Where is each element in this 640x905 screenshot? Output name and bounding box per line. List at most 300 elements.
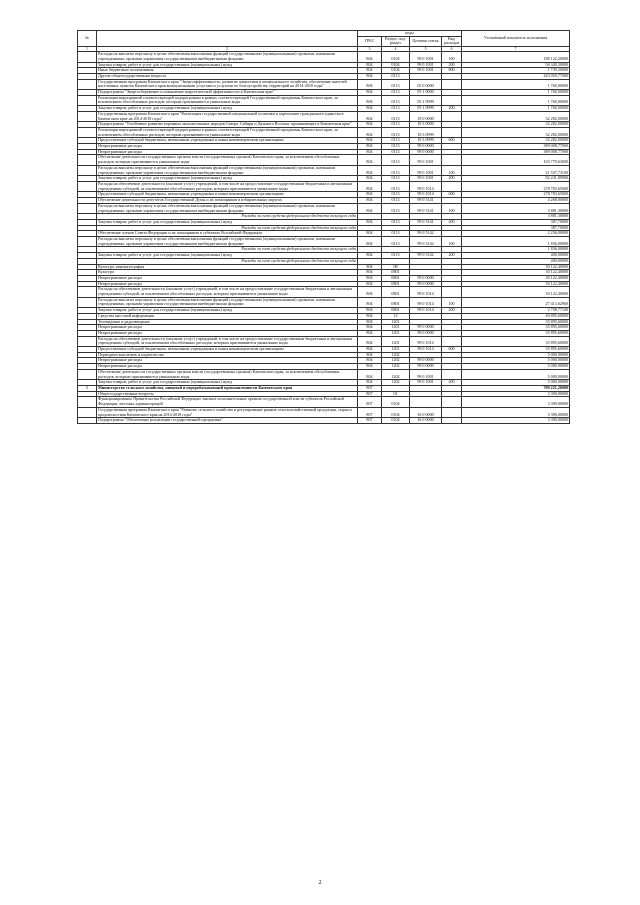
row-name-cell: Обеспечение деятельности депутатов Государственной Думы и их помощников в избирательных округах bbox=[97, 198, 358, 204]
row-razdel-cell: 0113 bbox=[382, 149, 410, 155]
row-sum-cell: 3 881,30000 bbox=[462, 214, 570, 220]
table-row bbox=[78, 95, 570, 105]
row-sum-cell: 3 390,00000 bbox=[462, 418, 570, 424]
row-sum-cell: 32 282,00000 bbox=[462, 138, 570, 144]
row-grbs-cell: 804 bbox=[358, 264, 382, 270]
row-vid-cell: 200 bbox=[442, 176, 462, 182]
row-name-cell: Подпрограмма "Устойчивое развитие коренных малочисленных народов Севера, Сибири и Дальнего Востока, проживающих в Камчатском крае" bbox=[97, 122, 358, 128]
row-grbs-cell: 804 bbox=[358, 62, 382, 68]
row-sum-cell: 1 836,00000 bbox=[462, 237, 570, 247]
table-row bbox=[78, 407, 570, 417]
table-row bbox=[78, 287, 570, 297]
row-grbs-cell: 804 bbox=[358, 253, 382, 259]
row-sum-cell: 30 122,40000 bbox=[462, 275, 570, 281]
row-sum-cell: 32 282,00000 bbox=[462, 111, 570, 121]
budget-table-body bbox=[78, 52, 570, 424]
table-row bbox=[78, 127, 570, 137]
row-grbs-cell: 804 bbox=[358, 127, 382, 137]
row-razdel-cell: 0104 bbox=[382, 62, 410, 68]
row-name-cell: Периодическая печать и издательства bbox=[97, 352, 358, 358]
row-razdel-cell: 0113 bbox=[382, 165, 410, 175]
row-number-cell bbox=[78, 287, 97, 297]
row-celevaya-cell: 99 0 0000 bbox=[410, 281, 442, 287]
row-number-cell bbox=[78, 155, 97, 165]
row-sum-cell: 3 390,00000 bbox=[462, 407, 570, 417]
row-sum-cell: 5 000,00000 bbox=[462, 364, 570, 370]
row-sum-cell: 278 783,65000 bbox=[462, 181, 570, 191]
row-grbs-cell: 804 bbox=[358, 52, 382, 62]
row-grbs-cell: 804 bbox=[358, 347, 382, 353]
row-vid-cell: 100 bbox=[442, 297, 462, 307]
row-name-cell: Реализация мероприятий соответствующей подпрограммы в рамках соответствующей Государственной программы Камчатского края, за исключением обособленных расходов, которым присваиваются уникальные коды bbox=[97, 127, 358, 137]
table-row bbox=[78, 336, 570, 346]
row-grbs-cell: 807 bbox=[358, 397, 382, 407]
row-sum-cell: 35 895,60000 bbox=[462, 319, 570, 325]
row-sum-cell: 387,70000 bbox=[462, 225, 570, 231]
row-name-cell: Расходы на обеспечение деятельности (оказание услуг) учреждений, в том числе на предоставление государственным бюджетным и автономным учреждениям субсидий, за исключением обособленных расходов, которым присваиваются уникальные коды bbox=[97, 336, 358, 346]
row-grbs-cell: 804 bbox=[358, 79, 382, 89]
row-sum-cell: 32 282,00000 bbox=[462, 127, 570, 137]
row-sum-cell: 30 122,40000 bbox=[462, 281, 570, 287]
row-celevaya-cell: 99 0 1001 bbox=[410, 369, 442, 379]
row-grbs-cell: 804 bbox=[358, 138, 382, 144]
row-name-cell: Министерство сельского хозяйства, пищевой и перерабатывающей промышленности Камчатского края bbox=[97, 386, 358, 392]
row-name-cell: Подпрограмма "Энергосбережение и повышение энергетической эффективности в Камчатском крае" bbox=[97, 90, 358, 96]
row-vid-cell: 600 bbox=[442, 138, 462, 144]
row-name-cell: Телевидение и радиовещание bbox=[97, 319, 358, 325]
row-name-cell: Функционирование Правительства Российской Федерации, высших исполнительных органов государственной власти субъектов Российской Федерации, местных администраций bbox=[97, 397, 358, 407]
row-razdel-cell: 0113 bbox=[382, 192, 410, 198]
row-grbs-cell: 804 bbox=[358, 287, 382, 297]
row-number-cell bbox=[78, 203, 97, 213]
row-razdel-cell: 0113 bbox=[382, 127, 410, 137]
row-vid-cell: 200 bbox=[442, 253, 462, 259]
row-celevaya-cell: 99 0 5141 bbox=[410, 219, 442, 225]
row-name-cell: Государственная программа Камчатского края "Развитие сельского хозяйства и регулирование рынков сельскохозяйственной продукции, сырья и продовольствия Камчатского края на 2014-2018 годы" bbox=[97, 407, 358, 417]
header-razdel: Раздел, под-раздел bbox=[382, 36, 410, 46]
row-celevaya-cell: 99 0 1014 bbox=[410, 308, 442, 314]
row-razdel-cell: 1202 bbox=[382, 352, 410, 358]
row-celevaya-cell: 99 0 1001 bbox=[410, 68, 442, 74]
row-number-cell bbox=[78, 181, 97, 191]
row-sum-cell: 400,00000 bbox=[462, 258, 570, 264]
row-sum-cell: 82 241,89900 bbox=[462, 176, 570, 182]
row-number-cell bbox=[78, 165, 97, 175]
row-grbs-cell: 804 bbox=[358, 313, 382, 319]
row-celevaya-cell: 05 1 0999 bbox=[410, 106, 442, 112]
row-sum-cell: 5 000,00000 bbox=[462, 352, 570, 358]
table-row bbox=[78, 52, 570, 62]
budget-table-sheet bbox=[77, 30, 569, 424]
row-name-cell: Культура bbox=[97, 270, 358, 276]
row-razdel-cell: 0113 bbox=[382, 73, 410, 79]
row-number-cell bbox=[78, 111, 97, 121]
row-vid-cell: 600 bbox=[442, 192, 462, 198]
row-sum-cell: 3 390,00000 bbox=[462, 397, 570, 407]
col-number: 4 bbox=[382, 47, 410, 52]
row-grbs-cell: 804 bbox=[358, 330, 382, 336]
row-vid-cell: 200 bbox=[442, 62, 462, 68]
row-sum-cell: 5 000,00000 bbox=[462, 369, 570, 379]
table-row bbox=[78, 237, 570, 247]
row-razdel-cell: 0801 bbox=[382, 275, 410, 281]
row-name-cell: Средства массовой информации bbox=[97, 313, 358, 319]
row-celevaya-cell: 05 0 0000 bbox=[410, 79, 442, 89]
col-number: 2 bbox=[97, 47, 358, 52]
row-name-cell: Обеспечение деятельности государственных органов власти (государственных органов) Камчатского края, за исключением обособленных расходов, которым присваиваются уникальные коды bbox=[97, 155, 358, 165]
row-sum-cell: 709 221,26000 bbox=[462, 386, 570, 392]
row-razdel-cell: 0113 bbox=[382, 106, 410, 112]
row-number-cell bbox=[78, 52, 97, 62]
row-sum-cell: 389 008,77000 bbox=[462, 144, 570, 150]
row-celevaya-cell: 99 0 0000 bbox=[410, 275, 442, 281]
header-grbs: ГРБС bbox=[358, 36, 382, 46]
row-name-cell: Непрограммные расходы bbox=[97, 149, 358, 155]
row-sum-cell: 2 708,77100 bbox=[462, 308, 570, 314]
row-name-cell: Непрограммные расходы bbox=[97, 281, 358, 287]
row-name-cell: Расходы на выплаты персоналу в целях обеспечения выполнения функций государственными (муниципальными) органами, казенными учреждениями, органами управления государственными внебюджетными фондами bbox=[97, 237, 358, 247]
row-vid-cell: 200 bbox=[442, 106, 462, 112]
row-sum-cell: 3 390,00000 bbox=[462, 391, 570, 397]
row-grbs-cell: 804 bbox=[358, 325, 382, 331]
row-name-cell: Непрограммные расходы bbox=[97, 358, 358, 364]
row-vid-cell bbox=[442, 181, 462, 191]
row-celevaya-cell: 99 0 1014 bbox=[410, 287, 442, 297]
row-sum-cell: 278 783,65000 bbox=[462, 192, 570, 198]
row-sum-cell: 3 881,30000 bbox=[462, 203, 570, 213]
row-name-cell: Закупка товаров, работ и услуг для государственных (муниципальных) нужд bbox=[97, 308, 358, 314]
row-vid-cell bbox=[442, 369, 462, 379]
col-number: 1 bbox=[78, 47, 97, 52]
row-sum-cell: 1 836,00000 bbox=[462, 247, 570, 253]
col-number: 7 bbox=[462, 47, 570, 52]
row-grbs-cell: 804 bbox=[358, 369, 382, 379]
row-sum-cell: 1 760,00000 bbox=[462, 79, 570, 89]
row-grbs-cell: 804 bbox=[358, 165, 382, 175]
table-row bbox=[78, 397, 570, 407]
row-grbs-cell: 804 bbox=[358, 237, 382, 247]
row-grbs-cell: 804 bbox=[358, 95, 382, 105]
row-razdel-cell: 0113 bbox=[382, 144, 410, 150]
col-number: 5 bbox=[410, 47, 442, 52]
row-grbs-cell: 804 bbox=[358, 192, 382, 198]
row-sum-cell: 30 122,40000 bbox=[462, 287, 570, 297]
header-vid: Вид расходов bbox=[442, 36, 462, 46]
row-name-cell: Закупка товаров, работ и услуг для государственных (муниципальных) нужд bbox=[97, 253, 358, 259]
table-row bbox=[78, 111, 570, 121]
row-name-cell: Иные бюджетные ассигнования bbox=[97, 68, 358, 74]
row-razdel-cell: 0801 bbox=[382, 297, 410, 307]
row-vid-cell bbox=[442, 111, 462, 121]
row-name-cell: Реализация мероприятий соответствующей подпрограммы в рамках соответствующей Государственной программы Камчатского края, за исключением обособленных расходов, которым присваиваются уникальные коды bbox=[97, 95, 358, 105]
row-grbs-cell: 804 bbox=[358, 308, 382, 314]
header-row-top bbox=[78, 31, 570, 37]
row-name-cell: Непрограммные расходы bbox=[97, 325, 358, 331]
row-grbs-cell: 804 bbox=[358, 122, 382, 128]
row-grbs-cell: 804 bbox=[358, 149, 382, 155]
row-grbs-cell: 804 bbox=[358, 281, 382, 287]
row-celevaya-cell: 99 0 1001 bbox=[410, 155, 442, 165]
row-number-cell bbox=[78, 79, 97, 89]
row-razdel-cell: 0113 bbox=[382, 111, 410, 121]
row-vid-cell bbox=[442, 287, 462, 297]
row-grbs-cell: 804 bbox=[358, 270, 382, 276]
page-number: 2 bbox=[318, 880, 322, 886]
row-name-cell: Государственная программа Камчатского края "Энергоэффективность, развитие энергетики и коммунального хозяйства, обеспечение жителей населенных пунктов Камчатского края коммунальными услугами и услугами по благоустройству территорий на 2014-2018 годы" bbox=[97, 79, 358, 89]
row-sum-cell: 4 268,00000 bbox=[462, 198, 570, 204]
row-name-cell: Расходы на выплаты персоналу в целях обеспечения выполнения функций государственными (муниципальными) органами, казенными учреждениями, органами управления государственными внебюджетными фондами bbox=[97, 52, 358, 62]
row-number-cell bbox=[78, 336, 97, 346]
row-razdel-cell: 0801 bbox=[382, 270, 410, 276]
row-sum-cell: 21 537,73100 bbox=[462, 165, 570, 175]
row-razdel-cell: 0104 bbox=[382, 52, 410, 62]
row-celevaya-cell: 99 0 1014 bbox=[410, 347, 442, 353]
row-celevaya-cell: 99 0 5141 bbox=[410, 198, 442, 204]
row-sum-cell: 35 895,60000 bbox=[462, 347, 570, 353]
row-grbs-cell: 804 bbox=[358, 144, 382, 150]
row-number-cell bbox=[78, 127, 97, 137]
row-celevaya-cell: 99 0 1014 bbox=[410, 297, 442, 307]
table-row bbox=[78, 369, 570, 379]
row-razdel-cell: 0104 bbox=[382, 397, 410, 407]
row-grbs-cell: 804 bbox=[358, 176, 382, 182]
row-celevaya-cell: 99 0 1014 bbox=[410, 181, 442, 191]
row-grbs-cell: 804 bbox=[358, 219, 382, 225]
row-razdel-cell: 01 bbox=[382, 391, 410, 397]
row-name-cell: Обеспечение деятельности государственных органов власти (государственных органов) Камчатского края, за исключением обособленных расходов, которым присваиваются уникальные коды bbox=[97, 369, 358, 379]
row-name-cell: Закупка товаров, работ и услуг для государственных (муниципальных) нужд bbox=[97, 62, 358, 68]
row-razdel-cell: 0113 bbox=[382, 203, 410, 213]
row-name-cell: Закупка товаров, работ и услуг для государственных (муниципальных) нужд bbox=[97, 106, 358, 112]
row-celevaya-cell: 99 0 0000 bbox=[410, 149, 442, 155]
row-grbs-cell: 807 bbox=[358, 418, 382, 424]
row-vid-cell bbox=[442, 407, 462, 417]
row-grbs-cell: 804 bbox=[358, 106, 382, 112]
row-name-cell: Расходы за счет средств федерального бюджета текущего года bbox=[97, 247, 358, 253]
row-sum-cell: 389 008,77000 bbox=[462, 149, 570, 155]
row-grbs-cell: 804 bbox=[358, 380, 382, 386]
row-number-cell bbox=[78, 237, 97, 247]
row-name-cell: Расходы на выплаты персоналу в целях обеспечения выполнения функций государственными (муниципальными) органами, казенными учреждениями, органами управления государственными внебюджетными фондами bbox=[97, 297, 358, 307]
row-vid-cell bbox=[442, 418, 462, 424]
row-celevaya-cell: 99 0 1001 bbox=[410, 176, 442, 182]
row-number-cell: 5 bbox=[78, 386, 97, 392]
row-number-cell bbox=[78, 418, 97, 424]
row-grbs-cell: 804 bbox=[358, 364, 382, 370]
header-codes: коды bbox=[358, 31, 462, 37]
row-razdel-cell: 0113 bbox=[382, 90, 410, 96]
row-name-cell: Другие общегосударственные вопросы bbox=[97, 73, 358, 79]
row-sum-cell: 423 050,77000 bbox=[462, 73, 570, 79]
row-vid-cell: 200 bbox=[442, 219, 462, 225]
row-sum-cell: 1 760,00000 bbox=[462, 95, 570, 105]
row-name-cell: Расходы на выплаты персоналу в целях обеспечения выполнения функций государственными (муниципальными) органами, казенными учреждениями, органами управления государственными внебюджетными фондами bbox=[97, 203, 358, 213]
row-celevaya-cell: 18 3 0999 bbox=[410, 138, 442, 144]
row-razdel-cell: 0104 bbox=[382, 407, 410, 417]
row-number-cell bbox=[78, 95, 97, 105]
row-grbs-cell: 804 bbox=[358, 203, 382, 213]
row-razdel-cell: 0113 bbox=[382, 95, 410, 105]
row-grbs-cell: 807 bbox=[358, 391, 382, 397]
row-name-cell: Общегосударственные вопросы bbox=[97, 391, 358, 397]
table-row bbox=[78, 165, 570, 175]
row-name-cell: Обеспечение членов Совета Федерации и их помощников в субъектах Российской Федерации bbox=[97, 231, 358, 237]
row-celevaya-cell: 99 0 1014 bbox=[410, 336, 442, 346]
row-celevaya-cell: 99 0 0000 bbox=[410, 330, 442, 336]
row-vid-cell: 100 bbox=[442, 52, 462, 62]
row-vid-cell: 200 bbox=[442, 308, 462, 314]
row-razdel-cell: 1201 bbox=[382, 347, 410, 353]
row-grbs-cell: 804 bbox=[358, 198, 382, 204]
row-vid-cell bbox=[442, 79, 462, 89]
row-razdel-cell: 0113 bbox=[382, 253, 410, 259]
row-sum-cell: 94 349,30000 bbox=[462, 62, 570, 68]
row-razdel-cell: 0113 bbox=[382, 176, 410, 182]
col-number: 6 bbox=[442, 47, 462, 52]
header-num: № bbox=[78, 31, 97, 47]
row-sum-cell: 103 779,63000 bbox=[462, 155, 570, 165]
row-name-cell: Расходы на обеспечение деятельности (оказание услуг) учреждений, в том числе на предоставление государственным бюджетным и автономным учреждениям субсидий, за исключением обособленных расходов, которым присваиваются уникальные коды bbox=[97, 181, 358, 191]
row-sum-cell: 35 895,60000 bbox=[462, 336, 570, 346]
row-name-cell: Культура, кинематография bbox=[97, 264, 358, 270]
row-name-cell: Расходы на обеспечение деятельности (оказание услуг) учреждений, в том числе на предоставление государственным бюджетным и автономным учреждениям субсидий, за исключением обособленных расходов, которым присваиваются уникальные коды bbox=[97, 287, 358, 297]
table-row bbox=[78, 181, 570, 191]
table-row bbox=[78, 155, 570, 165]
row-name-cell: Расходы на выплаты персоналу в целях обеспечения выполнения функций государственными (муниципальными) органами, казенными учреждениями, органами управления государственными внебюджетными фондами bbox=[97, 165, 358, 175]
row-sum-cell: 400,00000 bbox=[462, 253, 570, 259]
row-celevaya-cell: 99 0 5142 bbox=[410, 231, 442, 237]
table-row bbox=[78, 203, 570, 213]
row-razdel-cell: 0104 bbox=[382, 68, 410, 74]
row-sum-cell: 27 413,62960 bbox=[462, 297, 570, 307]
row-vid-cell: 800 bbox=[442, 68, 462, 74]
row-sum-cell: 30 122,40000 bbox=[462, 270, 570, 276]
row-razdel-cell: 0113 bbox=[382, 219, 410, 225]
row-name-cell: Предоставление субсидий бюджетным, автономным учреждениям и иным некоммерческим организациям bbox=[97, 192, 358, 198]
row-sum-cell: 1 760,00000 bbox=[462, 90, 570, 96]
row-razdel-cell: 0104 bbox=[382, 418, 410, 424]
row-celevaya-cell: 99 0 5141 bbox=[410, 203, 442, 213]
row-sum-cell: 30 122,40000 bbox=[462, 264, 570, 270]
col-number: 3 bbox=[358, 47, 382, 52]
row-celevaya-cell: 18 3 0999 bbox=[410, 127, 442, 137]
row-celevaya-cell: 99 0 0000 bbox=[410, 144, 442, 150]
row-vid-cell: 100 bbox=[442, 165, 462, 175]
row-razdel-cell: 1202 bbox=[382, 364, 410, 370]
header-name bbox=[97, 31, 358, 47]
row-razdel-cell: 0801 bbox=[382, 308, 410, 314]
row-name-cell: Расходы за счет средств федерального бюджета текущего года bbox=[97, 225, 358, 231]
row-sum-cell: 35 895,60000 bbox=[462, 325, 570, 331]
row-celevaya-cell: 99 0 5142 bbox=[410, 253, 442, 259]
row-grbs-cell: 804 bbox=[358, 155, 382, 165]
row-razdel-cell: 1201 bbox=[382, 330, 410, 336]
row-vid-cell: 100 bbox=[442, 237, 462, 247]
row-sum-cell: 35 895,60000 bbox=[462, 330, 570, 336]
row-razdel-cell: 0113 bbox=[382, 198, 410, 204]
row-razdel-cell: 1202 bbox=[382, 369, 410, 379]
row-celevaya-cell: 99 0 5142 bbox=[410, 237, 442, 247]
row-name-cell: Непрограммные расходы bbox=[97, 144, 358, 150]
row-vid-cell: 100 bbox=[442, 203, 462, 213]
row-celevaya-cell: 99 0 1001 bbox=[410, 62, 442, 68]
row-grbs-cell: 804 bbox=[358, 358, 382, 364]
row-razdel-cell: 0113 bbox=[382, 138, 410, 144]
row-celevaya-cell: 18 3 0000 bbox=[410, 122, 442, 128]
table-row bbox=[78, 418, 570, 424]
row-name-cell: Закупка товаров, работ и услуг для государственных (муниципальных) нужд bbox=[97, 176, 358, 182]
row-number-cell bbox=[78, 397, 97, 407]
row-name-cell: Непрограммные расходы bbox=[97, 275, 358, 281]
row-vid-cell bbox=[442, 95, 462, 105]
row-razdel-cell: 0801 bbox=[382, 287, 410, 297]
row-vid-cell bbox=[442, 127, 462, 137]
row-name-cell: Непрограммные расходы bbox=[97, 330, 358, 336]
row-celevaya-cell: 16 0 0000 bbox=[410, 407, 442, 417]
row-grbs-cell: 804 bbox=[358, 319, 382, 325]
row-sum-cell: 387,70000 bbox=[462, 219, 570, 225]
row-number-cell bbox=[78, 407, 97, 417]
row-grbs-cell: 804 bbox=[358, 73, 382, 79]
row-name-cell: Расходы за счет средств федерального бюджета текущего года bbox=[97, 214, 358, 220]
row-sum-cell: 1 739,50000 bbox=[462, 68, 570, 74]
row-razdel-cell: 0801 bbox=[382, 281, 410, 287]
row-razdel-cell: 0113 bbox=[382, 231, 410, 237]
row-celevaya-cell: 99 0 1001 bbox=[410, 380, 442, 386]
row-grbs-cell: 804 bbox=[358, 336, 382, 346]
row-razdel-cell: 0113 bbox=[382, 237, 410, 247]
row-vid-cell bbox=[442, 397, 462, 407]
row-vid-cell bbox=[442, 155, 462, 165]
row-razdel-cell: 08 bbox=[382, 264, 410, 270]
row-name-cell: Расходы за счет средств федерального бюджета текущего года bbox=[97, 258, 358, 264]
row-celevaya-cell bbox=[410, 397, 442, 407]
row-name-cell: Закупка товаров, работ и услуг для государственных (муниципальных) нужд bbox=[97, 380, 358, 386]
row-grbs-cell: 804 bbox=[358, 297, 382, 307]
row-razdel-cell: 1201 bbox=[382, 336, 410, 346]
row-grbs-cell: 804 bbox=[358, 68, 382, 74]
row-celevaya-cell: 99 0 0000 bbox=[410, 358, 442, 364]
row-razdel-cell: 0113 bbox=[382, 79, 410, 89]
header-sum: Уточнённый показатель исполнения bbox=[462, 31, 570, 47]
row-razdel-cell: 12 bbox=[382, 313, 410, 319]
row-razdel-cell: 0113 bbox=[382, 181, 410, 191]
row-name-cell: Государственная программа Камчатского края "Реализация государственной национальной политики и укрепление гражданского единства в Камчатском крае на 2014-2018 годы" bbox=[97, 111, 358, 121]
row-number-cell bbox=[78, 297, 97, 307]
row-sum-cell: 1 760,00000 bbox=[462, 106, 570, 112]
row-razdel-cell: 1201 bbox=[382, 319, 410, 325]
row-name-cell: Предоставление субсидий бюджетным, автономным учреждениям и иным некоммерческим организациям bbox=[97, 347, 358, 353]
table-row bbox=[78, 297, 570, 307]
row-grbs-cell: 804 bbox=[358, 111, 382, 121]
row-vid-cell: 600 bbox=[442, 347, 462, 353]
row-sum-cell: 5 000,00000 bbox=[462, 380, 570, 386]
row-celevaya-cell: 05 1 0000 bbox=[410, 90, 442, 96]
row-grbs-cell: 804 bbox=[358, 275, 382, 281]
budget-table bbox=[77, 30, 570, 424]
row-name-cell: Закупка товаров, работ и услуг для государственных (муниципальных) нужд bbox=[97, 219, 358, 225]
row-sum-cell: 188 122,20000 bbox=[462, 52, 570, 62]
row-celevaya-cell: 05 1 0999 bbox=[410, 95, 442, 105]
row-celevaya-cell: 99 0 1014 bbox=[410, 192, 442, 198]
row-number-cell bbox=[78, 369, 97, 379]
row-name-cell: Подпрограмма "Обеспечение реализации государственной программы" bbox=[97, 418, 358, 424]
row-razdel-cell: 1202 bbox=[382, 380, 410, 386]
row-name-cell: Непрограммные расходы bbox=[97, 364, 358, 370]
row-sum-cell: 5 000,00000 bbox=[462, 358, 570, 364]
row-grbs-cell: 807 bbox=[358, 386, 382, 392]
row-razdel-cell: 1202 bbox=[382, 358, 410, 364]
